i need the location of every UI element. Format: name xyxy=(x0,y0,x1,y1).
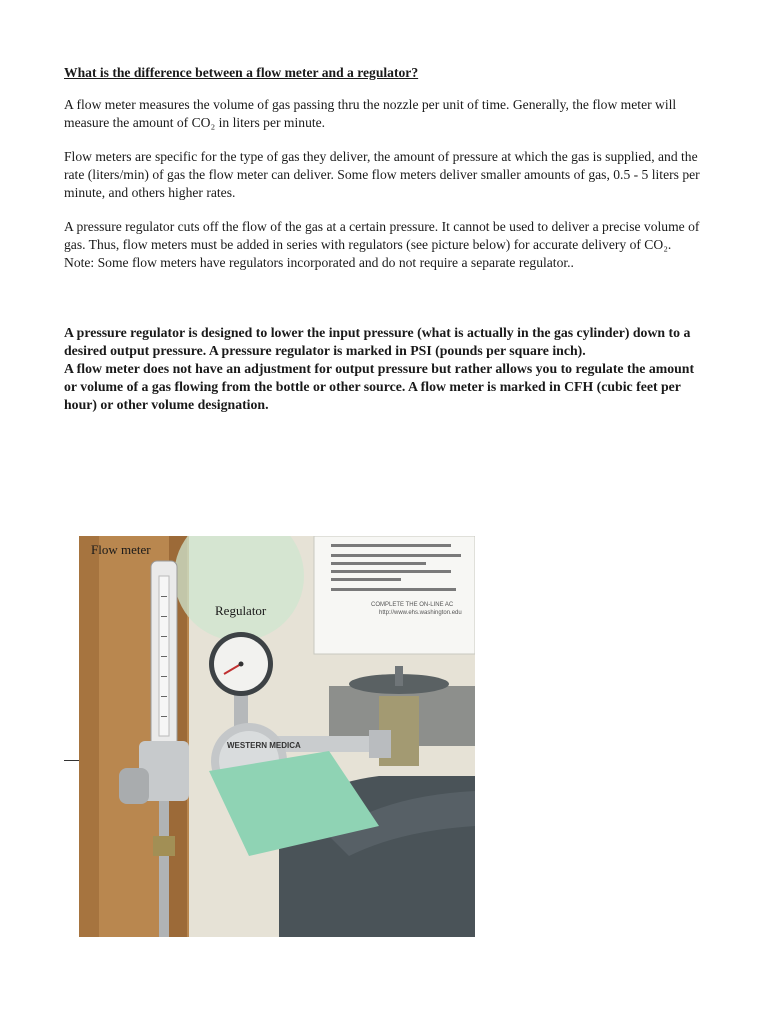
paragraph-pressure-regulator: A pressure regulator cuts off the flow of the gas at a certain pressure. It cannot be used to deliver a precise volume of gas. Thus, flow meters must be added in series with regulators (see picture below) for accurate delivery of CO₂. Note: Some flow meters have regulators incorporated and do not require a separate regulator.. xyxy=(64,219,700,270)
bold-explanation-block xyxy=(64,324,704,414)
label-flow-meter: Flow meter xyxy=(91,542,151,557)
margin-dash xyxy=(64,760,80,761)
regulator-brand-text: WESTERN MEDICA xyxy=(227,741,301,750)
paragraph-flow-meter-definition: A flow meter does not have an adjustment for output pressure but rather allows you to regulate the amount or volume of a gas flowing from the bottle or other source. A flow meter is marked in CFH (cubic feet per hour) or other volume designation. xyxy=(64,361,695,412)
paragraph-flow-meter: A flow meter measures the volume of gas passing thru the nozzle per unit of time. Generally, the flow meter will measure the amount of CO₂ in liters per minute. xyxy=(64,97,677,130)
poster-line-1: COMPLETE THE ON-LINE AC xyxy=(371,602,454,608)
paragraph-regulator-definition: A pressure regulator is designed to lower the input pressure (what is actually in the gas cylinder) down to a desired output pressure. A pressure regulator is marked in PSI (pounds per square inch). xyxy=(64,325,691,358)
document-page xyxy=(64,64,704,288)
paragraph-flow-meter-types: Flow meters are specific for the type of gas they deliver, the amount of pressure at which the gas is supplied, and the rate (liters/min) of gas the flow meter can deliver. Some flow meters deliver smaller amounts of gas, 0.5 - 5 liters per minute, and others higher rates. xyxy=(64,149,700,200)
document-heading: What is the difference between a flow meter and a regulator? xyxy=(64,65,419,80)
poster-line-2: http://www.ehs.washington.edu xyxy=(379,610,462,616)
equipment-photo xyxy=(79,536,475,937)
label-regulator: Regulator xyxy=(215,603,267,618)
